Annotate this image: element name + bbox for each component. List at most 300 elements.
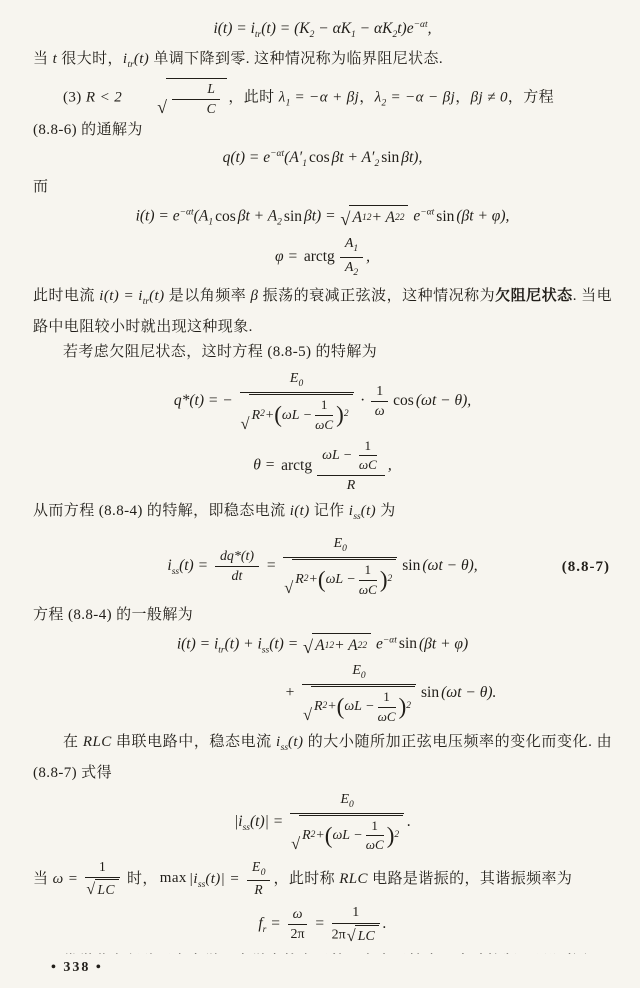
- math-run: (t) + i: [224, 635, 262, 653]
- math-run: < 2: [95, 89, 127, 106]
- math-run: (t)| =: [205, 870, 245, 887]
- fraction-numerator: [340, 235, 363, 258]
- subscript: 1: [351, 30, 356, 40]
- superscript: 2: [406, 701, 411, 712]
- math-run: +: [327, 699, 337, 715]
- math-run: LC: [357, 928, 375, 944]
- text-run: 1: [371, 817, 378, 833]
- math-sqrt: [303, 686, 415, 725]
- math-run: +: [315, 827, 325, 843]
- fraction-numerator: [359, 438, 377, 456]
- math-fraction: [215, 548, 259, 586]
- fraction-denominator: [340, 258, 363, 280]
- text-run: (3): [63, 89, 86, 106]
- math-run: ωC: [358, 457, 377, 473]
- subscript: tr: [142, 297, 150, 308]
- math-fraction: [378, 689, 396, 725]
- math-run: A: [344, 259, 354, 275]
- paragraph-rlc-series: [33, 730, 612, 786]
- subscript: 0: [298, 379, 304, 390]
- subscript: 2: [381, 98, 387, 109]
- text-run: 1: [364, 438, 372, 454]
- subscript: 2: [277, 217, 282, 228]
- radicand: R 2 + ( ωL − $\frac{1}{\omega C}$ ) 2: [299, 815, 403, 854]
- math-run: R: [254, 882, 264, 898]
- math-run: (t): [288, 733, 304, 750]
- subscript: 2: [392, 30, 398, 40]
- subscript: 2: [374, 158, 380, 169]
- text-run: 很大时，: [57, 50, 123, 67]
- subscript: 2: [353, 267, 359, 278]
- math-sqrt: [127, 78, 227, 118]
- math-run: R: [295, 572, 304, 588]
- math-run: dq*(t): [219, 548, 254, 564]
- radicand: R 2 + ( ωL − $\frac{1}{\omega C}$ ) 2: [249, 394, 353, 433]
- formula-full-solution-line2: [101, 662, 612, 725]
- math-run: (t): [133, 50, 150, 67]
- math-run: E: [252, 858, 261, 874]
- document-body: [33, 14, 612, 954]
- paragraph-resonance: [33, 859, 612, 900]
- math-function: cos: [308, 148, 330, 166]
- superscript: 2: [329, 640, 335, 651]
- math-run: ωL −: [322, 448, 356, 464]
- math-run: LC: [97, 881, 115, 897]
- math-run: θ =: [253, 456, 280, 474]
- text-run: 1: [99, 859, 107, 874]
- subscript: 1: [302, 158, 307, 169]
- math-run: E: [333, 536, 343, 552]
- math-run: ω: [374, 404, 385, 420]
- math-run: βt) =: [304, 207, 340, 225]
- equation-number: (8.8-7): [561, 558, 610, 575]
- fraction-numerator: [378, 689, 396, 707]
- math-run: =: [262, 557, 281, 575]
- math-run: q(t) = e: [222, 148, 271, 166]
- math-run: (A′: [284, 148, 303, 166]
- superscript: −αt: [179, 207, 194, 218]
- paragraph-er: [33, 175, 612, 200]
- fraction-numerator: [359, 562, 377, 580]
- text-run: 1: [364, 562, 372, 578]
- text-run: 方程 (8.8-4) 的一般解为: [33, 606, 194, 623]
- subscript: tr: [127, 59, 134, 70]
- radical-sign: √: [86, 880, 96, 898]
- math-sqrt: [241, 394, 353, 433]
- text-run: 此时电流: [33, 288, 100, 305]
- math-run: E: [340, 791, 349, 807]
- math-run: (βt + φ),: [456, 207, 510, 225]
- math-run: β: [250, 288, 259, 305]
- text-run: 若考虑欠阻尼状态，这时方程 (8.8-5) 的特解为: [63, 344, 378, 361]
- math-run: βt + A: [237, 207, 278, 225]
- math-function: sin: [436, 207, 455, 225]
- paragraph-case3-roots: [33, 78, 612, 118]
- page-footer: [33, 954, 612, 978]
- paragraph-general-solution-lead: [33, 118, 612, 143]
- math-run: φ =: [275, 247, 302, 265]
- math-function: sin: [381, 148, 400, 166]
- math-run: i(t) = e: [135, 207, 180, 225]
- math-run: ,: [427, 20, 432, 37]
- formula-current-oscillation: [33, 205, 612, 229]
- math-run: |i: [234, 812, 243, 830]
- math-run: (t) = (K: [261, 20, 310, 37]
- math-function: arctg: [281, 456, 313, 474]
- subscript: 0: [348, 799, 354, 810]
- math-run: λ: [278, 89, 286, 106]
- math-run: ,: [387, 456, 392, 474]
- fraction-numerator: [332, 904, 380, 923]
- math-run: +: [308, 572, 318, 588]
- superscript: 2: [303, 574, 309, 585]
- math-run: (t): [360, 503, 377, 520]
- subscript: ss: [280, 742, 289, 753]
- math-run: RLC: [82, 733, 112, 750]
- math-run: (ωt − θ),: [422, 557, 478, 575]
- text-run: 1: [320, 397, 328, 413]
- subscript: tr: [218, 645, 225, 656]
- math-run: = −α − βj: [386, 89, 456, 106]
- math-run: i: [122, 50, 128, 67]
- math-run: +: [284, 684, 299, 702]
- math-run: e: [372, 635, 383, 653]
- math-run: .: [382, 915, 387, 933]
- math-run: ωC: [315, 416, 334, 432]
- fraction-numerator: [302, 662, 416, 685]
- math-run: .: [407, 812, 411, 830]
- fraction-denominator: [359, 581, 377, 598]
- subscript: 1: [324, 640, 330, 651]
- math-run: e: [409, 207, 421, 225]
- subscript: 0: [260, 867, 266, 878]
- subscript: 0: [342, 544, 347, 555]
- math-run: A: [352, 209, 362, 227]
- subscript: 2: [309, 30, 315, 40]
- radical-sign: √: [157, 96, 168, 117]
- subscript: 1: [285, 98, 291, 109]
- math-sqrt: [284, 559, 396, 598]
- text-run: 1: [376, 383, 384, 399]
- fraction-denominator: [317, 476, 385, 494]
- subscript: 1: [361, 213, 367, 224]
- math-run: βt),: [401, 148, 423, 166]
- math-run: i(t) = i: [176, 635, 219, 653]
- math-run: ωL −: [344, 699, 375, 715]
- math-sqrt: [303, 633, 371, 657]
- text-run: ，: [359, 89, 375, 106]
- math-run: (t) =: [269, 635, 303, 653]
- math-fraction: [317, 438, 385, 494]
- math-run: L: [207, 80, 216, 96]
- bold-run: 欠阻尼状态: [495, 288, 573, 305]
- math-run: R: [251, 407, 261, 423]
- math-fraction: [288, 906, 308, 944]
- math-run: ωC: [365, 837, 384, 853]
- fraction-numerator: [290, 791, 404, 814]
- math-run: RLC: [339, 870, 368, 887]
- math-run: R: [314, 699, 323, 715]
- math-fraction: [240, 370, 354, 433]
- fraction-numerator: [366, 818, 384, 836]
- subscript: ss: [353, 512, 361, 523]
- math-fraction: [172, 81, 220, 118]
- math-run: i(t) = i: [99, 288, 143, 305]
- text-run: 2π: [290, 927, 305, 943]
- superscript: 2: [362, 640, 368, 651]
- math-run: C: [206, 100, 217, 116]
- text-run: ，此时称: [273, 870, 340, 887]
- subscript: 1: [353, 243, 359, 254]
- math-run: A: [315, 636, 325, 654]
- math-run: = −α + βj: [290, 89, 360, 106]
- text-run: 1: [383, 689, 390, 705]
- fraction-denominator: [366, 836, 384, 853]
- radicand: [349, 205, 408, 229]
- radical-sign: √: [303, 636, 314, 657]
- text-run: 时，: [122, 870, 158, 887]
- superscript: 2: [366, 213, 372, 224]
- math-run: + A: [334, 636, 358, 654]
- math-function: max: [159, 870, 187, 887]
- formula-theta: [33, 438, 612, 494]
- math-run: (t) =: [179, 557, 212, 575]
- superscript: −αt: [382, 635, 397, 646]
- radical-sign: √: [302, 705, 312, 725]
- subscript: ss: [197, 879, 206, 890]
- text-run: . 当电路中电阻较小时就出现这种现象.: [33, 288, 612, 336]
- math-run: t)e: [397, 20, 414, 37]
- text-run: 单调下降到零. 这种情况称为临界阻尼状态.: [149, 50, 443, 67]
- math-run: ω: [292, 906, 303, 922]
- math-function: sin: [283, 207, 303, 225]
- math-run: βj ≠ 0: [470, 89, 508, 106]
- subscript: ss: [242, 822, 250, 833]
- fraction-numerator: [315, 397, 333, 415]
- math-run: E: [289, 371, 299, 387]
- math-function: cos: [215, 207, 236, 225]
- text-run: 为: [376, 503, 396, 520]
- math-fraction: [340, 235, 363, 280]
- math-run: ωC: [358, 581, 377, 597]
- text-run: 2π: [331, 927, 346, 943]
- formula-full-solution-line1: [33, 633, 612, 657]
- page-number: • 338 •: [51, 960, 103, 975]
- paragraph-steady-state-lead: [33, 499, 612, 530]
- math-fraction: [332, 904, 380, 945]
- math-fraction: [247, 859, 270, 900]
- text-run: 电路是谐振的，其谐振频率为: [367, 870, 573, 887]
- math-run: i: [276, 733, 281, 750]
- radical-sign: √: [340, 209, 351, 229]
- fraction-numerator: [317, 438, 385, 476]
- superscript: 2: [399, 213, 405, 224]
- math-run: βt + A′: [331, 148, 375, 166]
- text-run: 当: [33, 50, 53, 67]
- paragraph-critical-damping: [33, 47, 612, 78]
- math-function: arctg: [303, 247, 335, 265]
- math-run: q*(t) = −: [173, 392, 237, 410]
- math-fraction: [315, 397, 333, 433]
- math-run: − αK: [355, 20, 393, 37]
- math-sqrt: [86, 879, 118, 899]
- fraction-numerator: [247, 859, 270, 882]
- text-run: 1: [352, 905, 360, 921]
- fraction-denominator: [359, 456, 377, 473]
- formula-current-magnitude: [33, 791, 612, 854]
- text-run: 的大小随所加正弦电压频率的变化而变化. 由 (8.8-7) 式得: [33, 733, 612, 781]
- formula-charge-general-solution: [33, 148, 612, 171]
- subscript: tr: [254, 30, 262, 40]
- radicand: [95, 879, 119, 899]
- superscript: −αt: [420, 207, 435, 218]
- formula-steady-state-current: [33, 535, 612, 598]
- math-run: |i: [188, 870, 198, 887]
- math-run: =: [266, 915, 285, 933]
- math-run: (t)| =: [249, 812, 288, 830]
- fraction-denominator: [290, 814, 404, 854]
- math-sqrt: [340, 205, 408, 229]
- math-run: +: [264, 407, 275, 423]
- paragraph-underdamped: [33, 284, 612, 340]
- fraction-numerator: [283, 535, 397, 558]
- fraction-denominator: [215, 567, 259, 585]
- radicand: [312, 633, 371, 657]
- math-function: sin: [398, 635, 417, 653]
- subscript: r: [262, 925, 267, 936]
- math-function: sin: [402, 557, 421, 575]
- fraction-numerator: [215, 548, 259, 567]
- radical-sign: √: [240, 413, 250, 433]
- math-function: sin: [421, 684, 440, 702]
- superscript: 2: [343, 409, 349, 420]
- math-run: ω =: [52, 870, 83, 887]
- radicand: R 2 + ( ωL − $\frac{1}{\omega C}$ ) 2: [292, 559, 396, 598]
- fraction-denominator: [302, 685, 416, 725]
- text-run: 是以角频率: [164, 288, 251, 305]
- math-run: i(t) = i: [213, 20, 255, 37]
- fraction-denominator: [247, 881, 270, 899]
- superscript: 2: [310, 829, 316, 840]
- math-run: + A: [371, 209, 395, 227]
- fraction-denominator: [240, 393, 354, 433]
- paragraph-particular-solution-lead: [33, 340, 612, 365]
- math-run: (A: [193, 207, 209, 225]
- math-run: R: [302, 827, 311, 843]
- fraction-denominator: [332, 924, 380, 945]
- text-run: 在: [63, 733, 83, 750]
- math-run: A: [344, 235, 354, 251]
- math-fraction: [366, 818, 384, 854]
- math-run: ωL −: [325, 572, 356, 588]
- superscript: 2: [387, 574, 393, 585]
- radical-sign: √: [291, 834, 301, 854]
- formula-q-star: [33, 370, 612, 433]
- math-run: ωL −: [332, 827, 363, 843]
- math-run: ωL −: [281, 407, 313, 423]
- subscript: 1: [208, 217, 214, 228]
- radicand: [166, 78, 227, 118]
- text-run: ，方程: [507, 89, 555, 106]
- fraction-denominator: [283, 558, 397, 598]
- fraction-numerator: [288, 906, 308, 925]
- radical-sign: √: [284, 578, 294, 598]
- subscript: ss: [261, 645, 270, 656]
- fraction-denominator: [378, 708, 396, 725]
- math-run: E: [352, 663, 361, 679]
- fraction-denominator: [172, 100, 220, 118]
- superscript: −αt: [413, 20, 428, 30]
- superscript: 2: [260, 409, 265, 420]
- text-run: 振荡的衰减正弦波，这种情况称为: [258, 288, 496, 305]
- fraction-numerator: [85, 859, 119, 878]
- math-run: =: [310, 915, 329, 933]
- formula-resonant-frequency: [33, 904, 612, 945]
- superscript: 2: [322, 701, 328, 712]
- formula-critical-damping-current: [33, 19, 612, 42]
- fraction-denominator: [315, 416, 333, 433]
- fraction-denominator: [85, 878, 119, 899]
- subscript: 0: [360, 671, 366, 682]
- math-run: λ: [374, 89, 382, 106]
- math-run: R: [85, 89, 96, 106]
- superscript: −αt: [270, 148, 285, 159]
- formula-phase-phi: [33, 235, 612, 280]
- subscript: ss: [171, 567, 180, 578]
- math-fraction: [302, 662, 416, 725]
- text-run: 从而方程 (8.8-4) 的特解，即稳态电流: [33, 503, 290, 520]
- math-run: i(t): [289, 503, 310, 520]
- radicand: [355, 925, 379, 945]
- subscript: 2: [357, 640, 363, 651]
- math-run: R: [346, 477, 356, 493]
- superscript: 2: [394, 829, 400, 840]
- math-fraction: [283, 535, 397, 598]
- math-run: (βt + φ): [419, 635, 469, 653]
- math-sqrt: [291, 815, 403, 854]
- math-run: i: [348, 503, 354, 520]
- math-sqrt: [347, 925, 379, 945]
- math-run: ωC: [377, 708, 396, 724]
- fraction-numerator: [172, 81, 220, 100]
- paragraph-general-solution-884: [33, 603, 612, 628]
- radicand: R 2 + ( ωL − $\frac{1}{\omega C}$ ) 2: [311, 686, 415, 725]
- math-run: ·: [356, 392, 369, 410]
- text-run: ，: [455, 89, 471, 106]
- text-run: 而: [33, 179, 49, 196]
- text-run: (8.8-6) 的通解为: [33, 121, 143, 138]
- radical-sign: √: [346, 925, 356, 945]
- math-fraction: [359, 562, 377, 598]
- math-run: dt: [231, 569, 243, 585]
- math-fraction: [290, 791, 404, 854]
- fraction-denominator: [288, 925, 308, 943]
- math-run: t: [52, 50, 58, 67]
- text-run: 串联电路中，稳态电流: [111, 733, 277, 750]
- text-run: 当: [33, 870, 53, 887]
- math-function: cos: [393, 392, 414, 410]
- math-fraction: [85, 859, 119, 899]
- math-run: (t): [149, 288, 165, 305]
- text-run: ，此时: [228, 89, 279, 106]
- math-fraction: [371, 383, 388, 421]
- fraction-numerator: [371, 383, 388, 402]
- fraction-numerator: [240, 370, 354, 393]
- math-run: i: [167, 557, 172, 575]
- math-run: ,: [366, 247, 370, 265]
- math-run: (ωt − θ),: [415, 392, 472, 410]
- math-run: − αK: [314, 20, 352, 37]
